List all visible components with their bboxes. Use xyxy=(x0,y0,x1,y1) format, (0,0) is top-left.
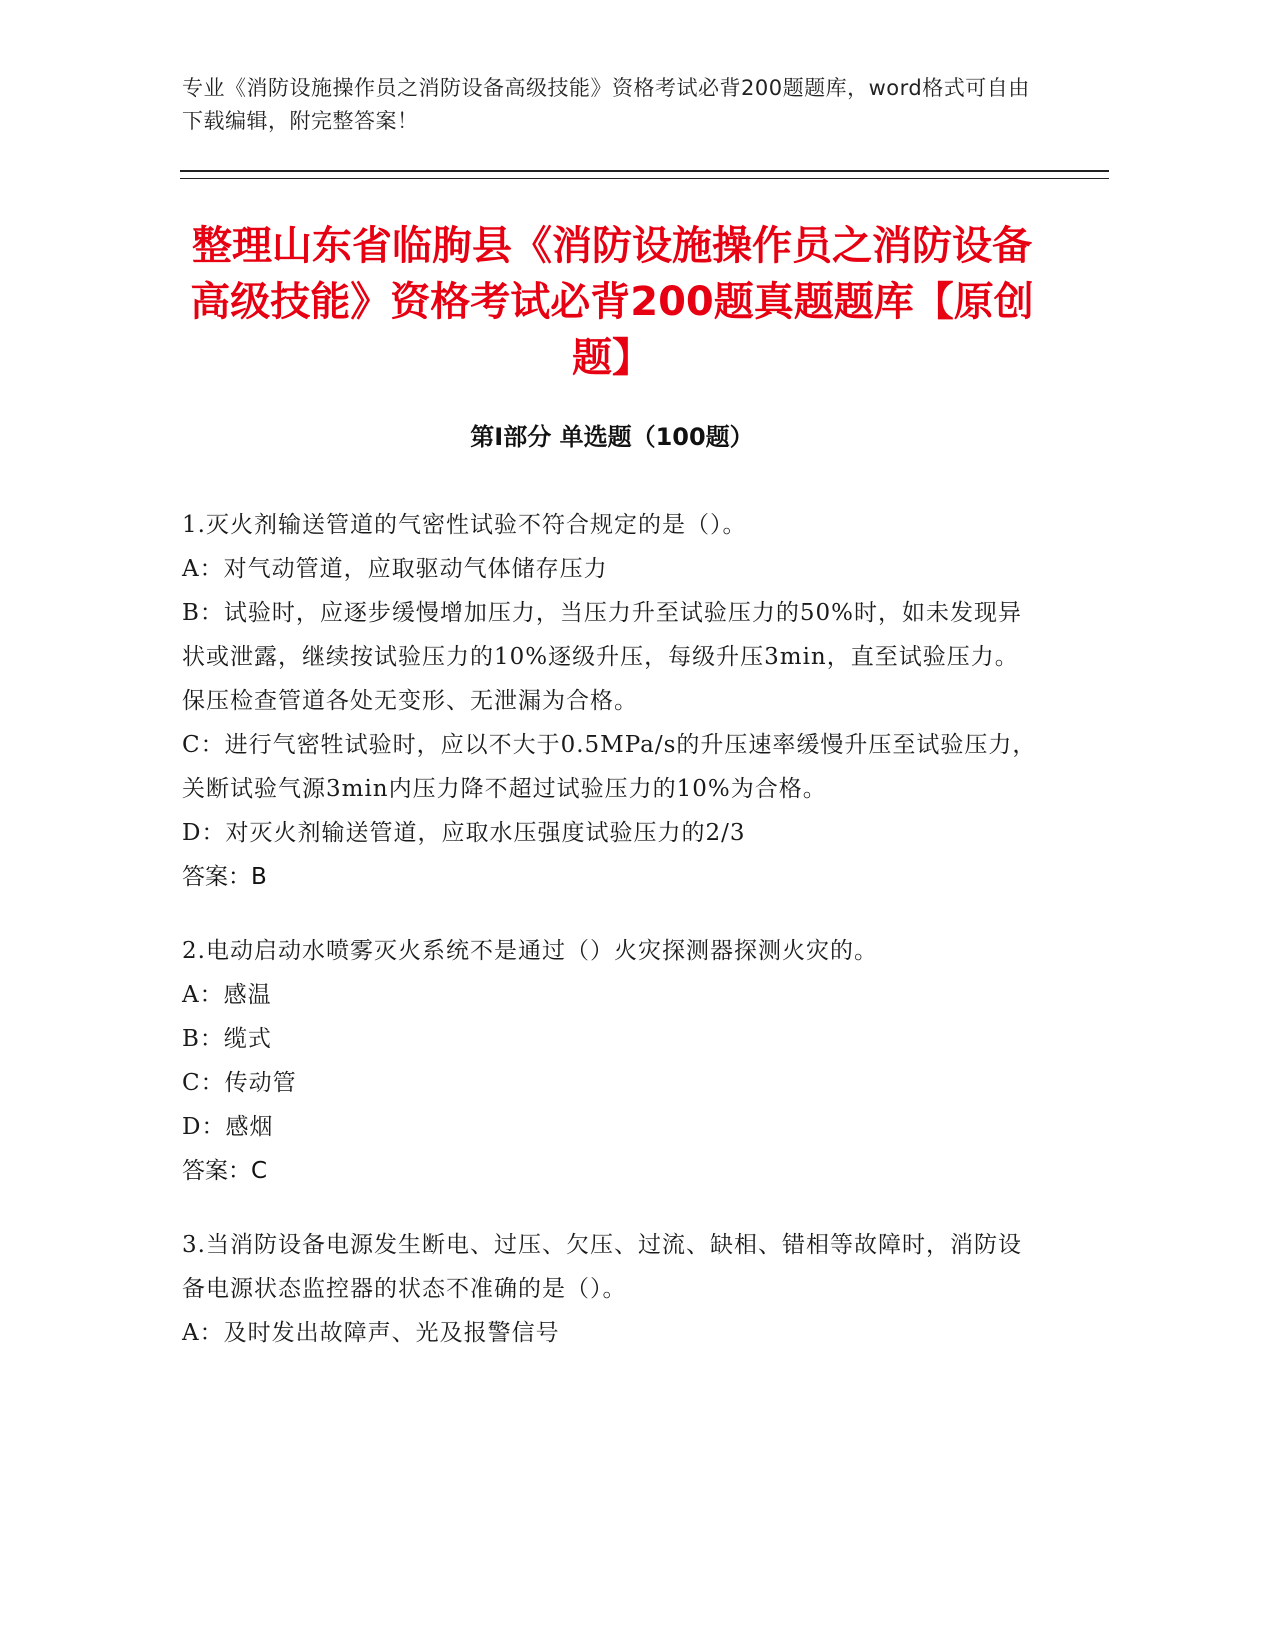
option-d: D：对灭火剂输送管道，应取水压强度试验压力的2/3 xyxy=(182,820,746,846)
header-rule-thin xyxy=(180,178,1109,179)
option-a: A：感温 xyxy=(182,982,272,1008)
option-a: A：及时发出故障声、光及报警信号 xyxy=(182,1320,560,1346)
option-b: B：缆式 xyxy=(182,1026,272,1052)
document-title: 整理山东省临朐县《消防设施操作员之消防设备高级技能》资格考试必背200题真题题库【原创题】 xyxy=(190,223,1034,381)
option-b: B：试验时，应逐步缓慢增加压力，当压力升至试验压力的50%时，如未发现异状或泄露，继续按试验压力的10%逐级升压，每级升压3min，直至试验压力。保压检查管道各处无变形、无泄漏为合格。 xyxy=(182,600,1023,714)
option-a: A：对气动管道，应取驱动气体储存压力 xyxy=(182,556,608,582)
section-title: 第Ⅰ部分 单选题（100题） xyxy=(470,423,754,451)
question-2 xyxy=(182,929,1042,1193)
answer: 答案：B xyxy=(182,864,267,890)
option-d: D：感烟 xyxy=(182,1114,274,1140)
question-stem: 2.电动启动水喷雾灭火系统不是通过（）火灾探测器探测火灾的。 xyxy=(182,938,878,964)
header-rule-thick xyxy=(180,170,1109,172)
header-note: 专业《消防设施操作员之消防设备高级技能》资格考试必背200题题库，word格式可自由下载编辑，附完整答案！ xyxy=(182,76,1030,133)
question-1 xyxy=(182,503,1042,899)
question-stem: 1.灭火剂输送管道的气密性试验不符合规定的是（）。 xyxy=(182,512,747,538)
option-c: C：进行气密牲试验时，应以不大于0.5MPa/s的升压速率缓慢升压至试验压力，关断试验气源3min内压力降不超过试验压力的10%为合格。 xyxy=(182,732,1037,802)
option-c: C：传动管 xyxy=(182,1070,297,1096)
question-list xyxy=(182,503,1042,1385)
question-stem: 3.当消防设备电源发生断电、过压、欠压、过流、缺相、错相等故障时，消防设备电源状态监控器的状态不准确的是（）。 xyxy=(182,1232,1022,1302)
answer: 答案：C xyxy=(182,1158,268,1184)
question-3 xyxy=(182,1223,1042,1355)
